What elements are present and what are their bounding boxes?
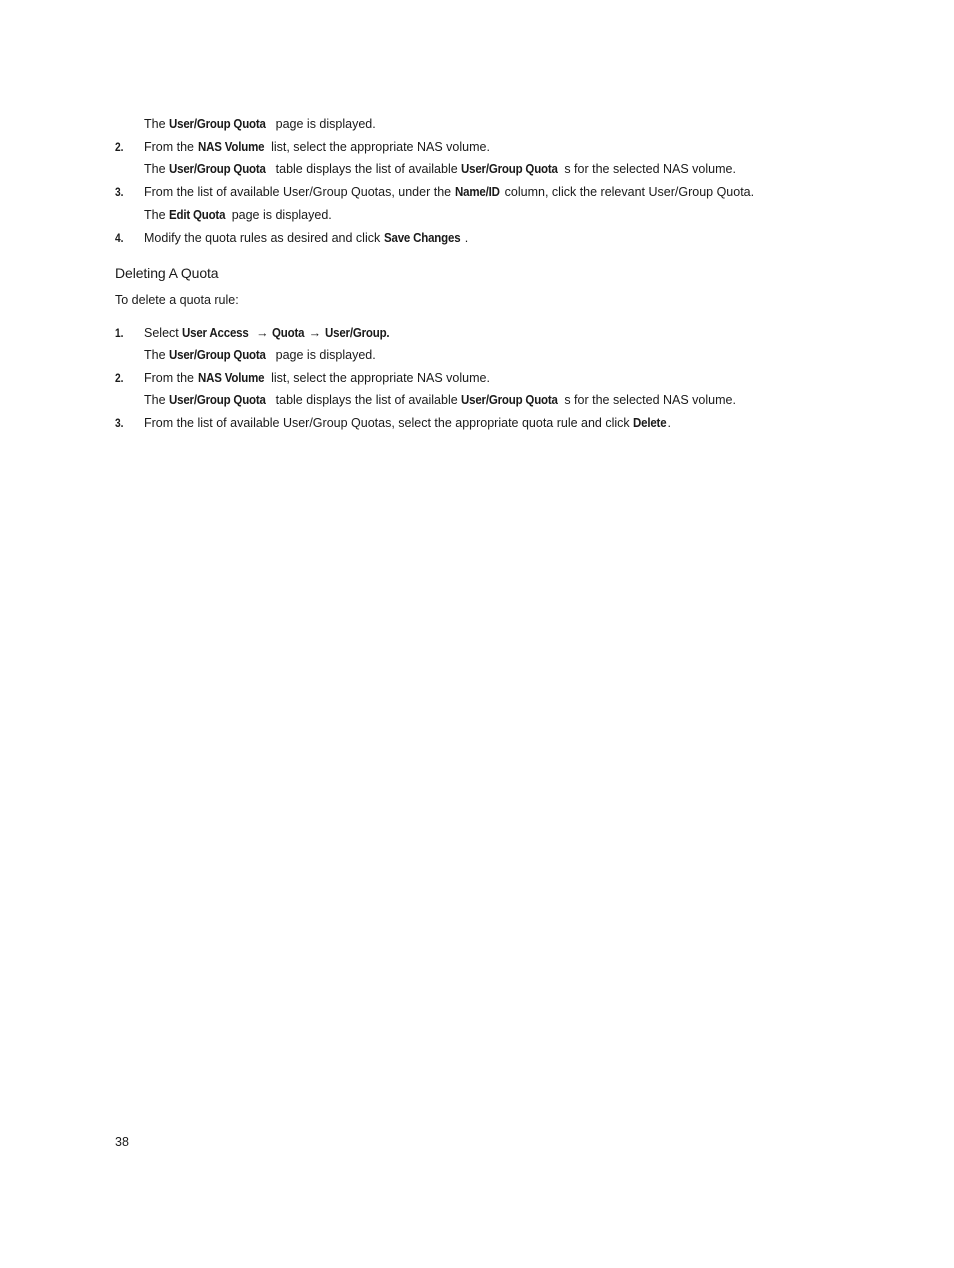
ui-term: User Access xyxy=(182,326,249,340)
text: From the list of available User/Group Quotas, under the xyxy=(144,185,455,199)
step-number: 3. xyxy=(115,416,124,430)
ui-term: User/Group Quota xyxy=(169,393,266,407)
section-intro: To delete a quota rule: xyxy=(115,293,239,307)
text: list, select the appropriate NAS volume. xyxy=(267,140,490,154)
text: list, select the appropriate NAS volume. xyxy=(267,371,490,385)
section-heading: Deleting A Quota xyxy=(115,265,219,281)
text: page is displayed. xyxy=(272,117,376,131)
text: The xyxy=(144,393,170,407)
text: . xyxy=(464,231,469,245)
ui-term: Edit Quota xyxy=(169,208,226,222)
text: table displays the list of available xyxy=(272,393,462,407)
ui-term: User/Group Quota xyxy=(461,393,558,407)
step-text xyxy=(144,370,490,386)
ui-term: User/Group Quota xyxy=(169,117,266,131)
text: From the xyxy=(144,140,198,154)
step-result-text xyxy=(144,347,376,363)
text: s for the selected NAS volume. xyxy=(564,393,736,407)
arrow-icon: → xyxy=(305,326,325,340)
text: column, click the relevant User/Group Quota. xyxy=(501,185,755,199)
text: . xyxy=(667,416,671,430)
text: page is displayed. xyxy=(272,348,376,362)
step-number: 3. xyxy=(115,185,124,199)
step-number: 1. xyxy=(115,326,124,340)
ui-term: NAS Volume xyxy=(197,140,264,154)
step-number: 2. xyxy=(115,140,124,154)
text: table displays the list of available xyxy=(272,162,462,176)
text: The xyxy=(144,348,170,362)
step-number: 4. xyxy=(115,231,124,245)
ui-term: Name/ID xyxy=(454,185,500,199)
text: Select xyxy=(144,326,183,340)
ui-term: Save Changes xyxy=(383,231,461,245)
ui-term: User/Group Quota xyxy=(461,162,558,176)
step-result-text xyxy=(144,161,736,177)
text: Modify the quota rules as desired and click xyxy=(144,231,384,245)
step-text xyxy=(144,415,671,431)
text: The xyxy=(144,208,170,222)
ui-term: User/Group. xyxy=(324,326,390,340)
text: The xyxy=(144,162,170,176)
ui-term: Delete xyxy=(633,416,667,430)
ui-term: User/Group Quota xyxy=(169,348,266,362)
step-number: 2. xyxy=(115,371,124,385)
text: page is displayed. xyxy=(228,208,332,222)
ui-term: User/Group Quota xyxy=(169,162,266,176)
text: From the list of available User/Group Quotas, select the appropriate quota rule and click xyxy=(144,416,634,430)
step-continuation-text xyxy=(144,116,376,132)
step-text xyxy=(144,325,393,341)
ui-term: Quota xyxy=(272,326,305,340)
text: The xyxy=(144,117,170,131)
page-number: 38 xyxy=(115,1135,129,1149)
step-text xyxy=(144,139,490,155)
step-text xyxy=(144,184,754,200)
text: From the xyxy=(144,371,198,385)
step-result-text xyxy=(144,392,736,408)
text: s for the selected NAS volume. xyxy=(564,162,736,176)
step-result-text xyxy=(144,207,332,223)
ui-term: NAS Volume xyxy=(197,371,264,385)
step-text xyxy=(144,230,468,246)
arrow-icon: → xyxy=(252,326,273,340)
